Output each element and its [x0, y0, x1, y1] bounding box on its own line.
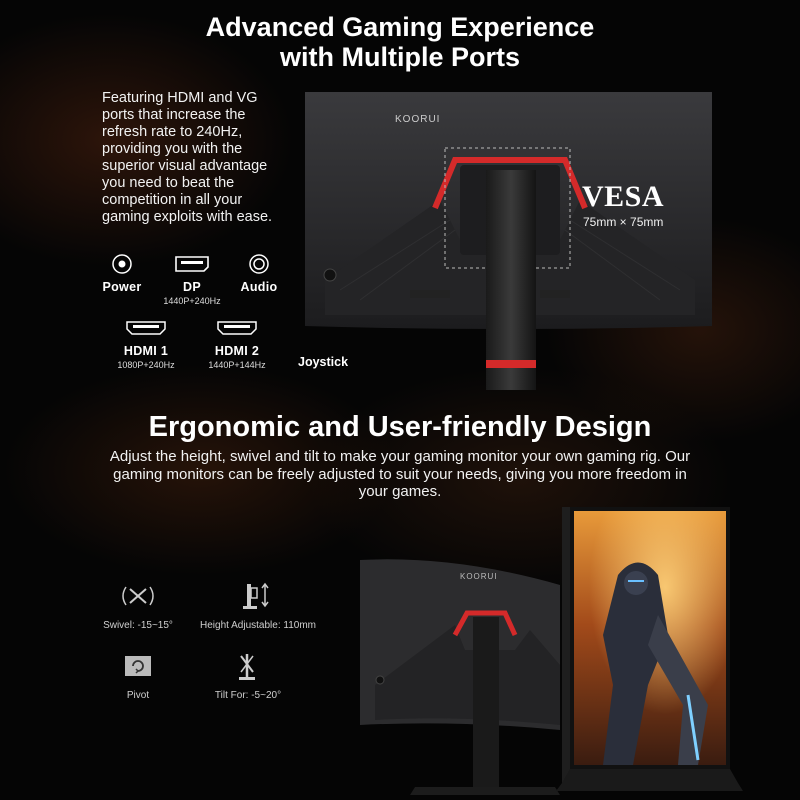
intro-text: Featuring HDMI and VG ports that increase the refresh rate to 240Hz, providing you with the superior visual advantage you need to beat the competition in all your gaming exploits with ease.: [102, 90, 273, 225]
feature-label: Swivel: -15~15°: [103, 620, 173, 631]
feature-label: Tilt For: -5~20°: [214, 690, 282, 701]
section2-description: Adjust the height, swivel and tilt to make your gaming monitor your own gaming rig. Our gaming monitors can be freely adjusted to suit your needs, giving you more freedom in your games.: [109, 448, 691, 500]
monitor-back-image: [300, 90, 715, 390]
section2-title: Ergonomic and User-friendly Design: [148, 411, 652, 443]
feature-pivot: [98, 646, 178, 701]
port-label: HDMI 2: [214, 344, 260, 358]
port-audio: [236, 252, 282, 294]
audio-jack-icon: [236, 252, 282, 276]
feature-swivel: [98, 576, 178, 631]
hdmi-icon: [110, 316, 182, 340]
section1-title: [0, 12, 800, 72]
tilt-icon: [198, 646, 298, 686]
monitor-side-image: [355, 555, 565, 795]
vesa-size: 75mm × 75mm: [583, 215, 664, 229]
pivot-icon: [98, 646, 178, 686]
monitor-portrait-image: [548, 505, 748, 795]
vesa-title: VESA: [582, 180, 665, 213]
hdmi-icon: [200, 316, 274, 340]
feature-height: [188, 576, 328, 631]
port-label: Power: [102, 280, 142, 294]
svg-text:KOORUI: KOORUI: [460, 572, 498, 581]
port-power: [98, 252, 146, 294]
feature-label: Pivot: [126, 690, 150, 701]
port-spec: 1080P+240Hz: [117, 360, 175, 370]
port-label: DP: [183, 280, 201, 294]
port-spec: 1440P+240Hz: [163, 296, 221, 306]
feature-label: Height Adjustable: 110mm: [200, 620, 316, 631]
joystick-label: Joystick: [298, 355, 349, 369]
monitor-brand-logo: KOORUI: [395, 114, 441, 125]
height-adjust-icon: [188, 576, 328, 616]
port-dp: [155, 252, 229, 306]
displayport-icon: [155, 252, 229, 276]
port-hdmi-2: [200, 316, 274, 370]
port-label: HDMI 1: [123, 344, 169, 358]
swivel-icon: [98, 576, 178, 616]
power-icon: [98, 252, 146, 276]
title-line-1: Advanced Gaming Experience: [205, 12, 595, 42]
port-label: Audio: [240, 280, 278, 294]
feature-tilt: [198, 646, 298, 701]
port-spec: 1440P+144Hz: [208, 360, 266, 370]
port-hdmi-1: [110, 316, 182, 370]
title-line-2: with Multiple Ports: [280, 42, 520, 72]
